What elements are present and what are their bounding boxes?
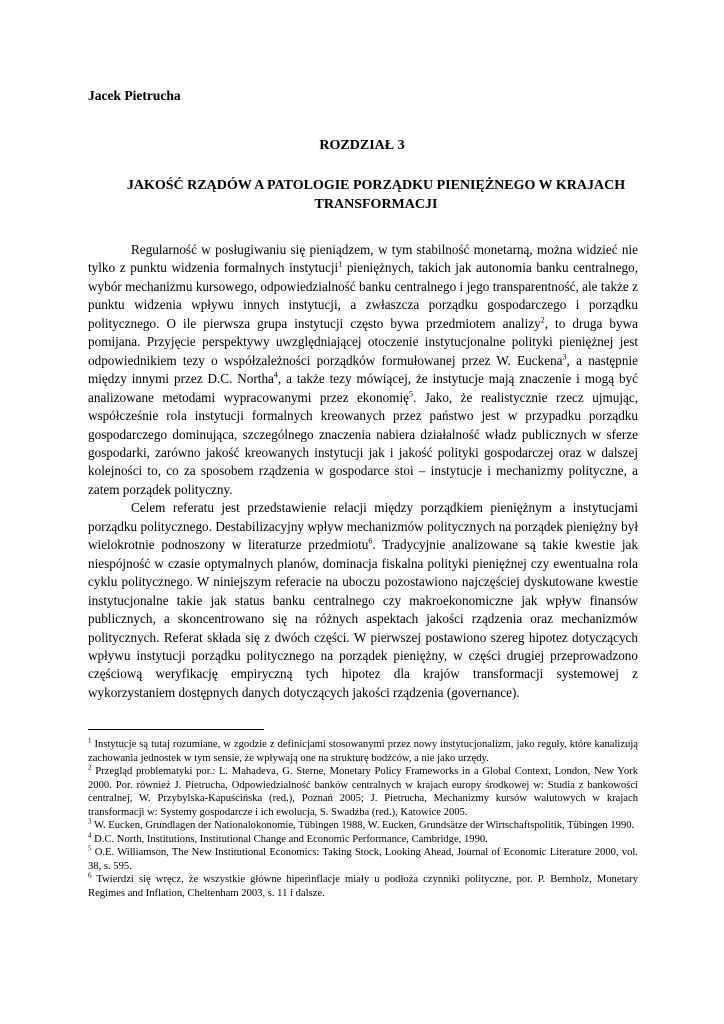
footnote-ref-4: 4 xyxy=(273,370,278,380)
chapter-heading: ROZDZIAŁ 3 xyxy=(319,138,405,153)
paragraph-1-text-4: , a następnie między innymi przez D.C. Northa xyxy=(88,352,638,387)
footnote-separator xyxy=(88,729,264,730)
paragraph-1-text-6: . Jako, że realistycznie rzecz ujmując, współcześnie rola instytucji formalnych kreowanych przez państwo jest w przypadku porządku gospodarczego dominująca, szczególnego znaczenia nabiera działalność władz publicznych w sferze gospodarki, zarówno jakość kreowanych instytucji jak i jakość polityki gospodarczej oraz w dalszej kolejności to, co za sposobem rządzenia w gospodarce stoi – instytucje i mechanizmy polityczne, a zatem porządek polityczny. xyxy=(88,389,639,497)
footnotes xyxy=(88,738,638,901)
footnote-text: Instytucje są tutaj rozumiane, w zgodzie z definicjami stosowanymi przez nowy instytucjonalizm, jako reguły, które kanalizują zachowania jednostek w tym sensie, że wpływają one na strukturę bodźców, a nie jako urzędy. xyxy=(88,739,638,764)
footnote-6 xyxy=(88,873,638,900)
footnote-ref-3: 3 xyxy=(562,352,567,362)
footnote-1 xyxy=(88,738,638,765)
paragraph-2-text-2: . Tradycyjnie analizowane są takie kwestie jak niespójność w czasie optymalnych planów, dominacja fiskalna polityki pieniężnej czy ewentualna rola cyklu politycznego. W niniejszym referacie na uboczu pozostawiono najczęściej dyskutowane kwestie instytucjonalne takie jak status banku centralnego czy makroekonomiczne jak wpływ finansów publicznych, a skoncentrowano się na różnych aspektach jakości rządzenia oraz mechanizmów politycznych. Referat składa się z dwóch części. W pierwszej postawiono szereg hipotez dotyczących wpływu instytucji porządku politycznego na porządek pieniężny, w części drugiej przeprowadzono częściową weryfikację empiryczną tych hipotez dla krajów transformacji systemowej z wykorzystaniem dostępnych danych dotyczących jakości rządzenia (governance). xyxy=(88,537,638,700)
footnote-text: D.C. North, Institutions, Institutional Change and Economic Performance, Cambridge, 1990. xyxy=(91,833,488,845)
footnote-number: 1 xyxy=(88,736,92,745)
body-text xyxy=(88,241,638,702)
footnote-text: Twierdzi się wręcz, że wszystkie główne hiperinflacje miały u podłoża czynniki polityczne, por. P. Bernholz, Monetary Regimes and Inflation, Cheltenham 2003, s. 11 i dalsze. xyxy=(88,874,638,900)
footnote-4 xyxy=(88,833,638,847)
footnote-text: Przegląd problematyki por.: L. Mahadeva, G. Sterne, Monetary Policy Frameworks in a Global Context, London, New York 2000. Por. również J. Pietrucha, Odpowiedzialność banków centralnych w krajach europy środkowej w: Studia z bankowości centralnej, W. Przybylska-Kapuścińska (red.), Poznań 2005; J. Pietrucha, Mechanizmy kursów walutowych w krajach transformacji w: Systemy gospodarcze i ich ewolucja, S. Swadźba (red.), Katowice 2005. xyxy=(88,766,638,818)
author-name: Jacek Pietrucha xyxy=(88,88,181,103)
paragraph-1 xyxy=(88,241,638,499)
chapter-title: JAKOŚĆ RZĄDÓW A PATOLOGIE PORZĄDKU PIENIĘŻNEGO W KRAJACH TRANSFORMACJI xyxy=(126,178,626,212)
paragraph-2-text-1: Celem referatu jest przedstawienie relacji między porządkiem pieniężnym a instytucjami porządku politycznego. Destabilizacyjny wpływ mechanizmów politycznych na porządek pieniężny był wielokrotnie podnoszony w literaturze przedmiotu xyxy=(88,500,638,553)
footnote-number: 4 xyxy=(88,831,92,840)
footnote-3 xyxy=(88,819,638,833)
footnote-ref-2: 2 xyxy=(540,315,545,325)
footnote-text: O.E. Williamson, The New Institutional Economics: Taking Stock, Looking Ahead, Journal of Economic Literature 2000, vol. 38, s. 595. xyxy=(88,847,638,872)
footnote-ref-5: 5 xyxy=(408,389,413,399)
paragraph-1-text-5: , a także tezy mówiącej, że instytucje mają znaczenie i mogą być analizowane metodami wypracowanymi przez ekonomię xyxy=(88,371,638,405)
footnote-text: W. Eucken, Grundlagen der Nationalokonomie, Tübingen 1988, W. Eucken, Grundsätze der Wirtschaftspolitik, Tübingen 1990. xyxy=(91,820,635,832)
paragraph-1-text-2: pieniężnych, takich jak autonomia banku centralnego, wybór mechanizmu kursowego, odpowiedzialność banku centralnego i jego transparentność, ale także z punktu widzenia wpływu innych instytucji, a zwłaszcza porządku gospodarczego i porządku politycznego. O ile pierwsza grupa instytucji często bywa przedmiotem analizy xyxy=(88,260,638,331)
footnote-number: 6 xyxy=(88,871,92,880)
footnote-number: 2 xyxy=(88,763,92,772)
paragraph-1-text-1: Regularność w posługiwaniu się pieniądzem, w tym stabilność monetarną, można widzieć nie tylko z punktu widzenia formalnych instytucji xyxy=(88,242,638,276)
footnote-2 xyxy=(88,765,638,819)
paragraph-2 xyxy=(88,499,638,702)
paragraph-1-text-3: , to druga bywa pomijana. Przyjęcie perspektywy uwzględniającej otoczenie instytucjonalne polityki pieniężnej jest odpowiednikiem tezy o współzależności porządków formułowanej przez W. Euckena xyxy=(88,315,638,368)
footnote-number: 5 xyxy=(88,844,92,853)
footnote-ref-6: 6 xyxy=(368,536,373,546)
footnote-ref-1: 1 xyxy=(338,260,343,270)
footnote-number: 3 xyxy=(88,817,92,826)
footnote-5 xyxy=(88,846,638,873)
